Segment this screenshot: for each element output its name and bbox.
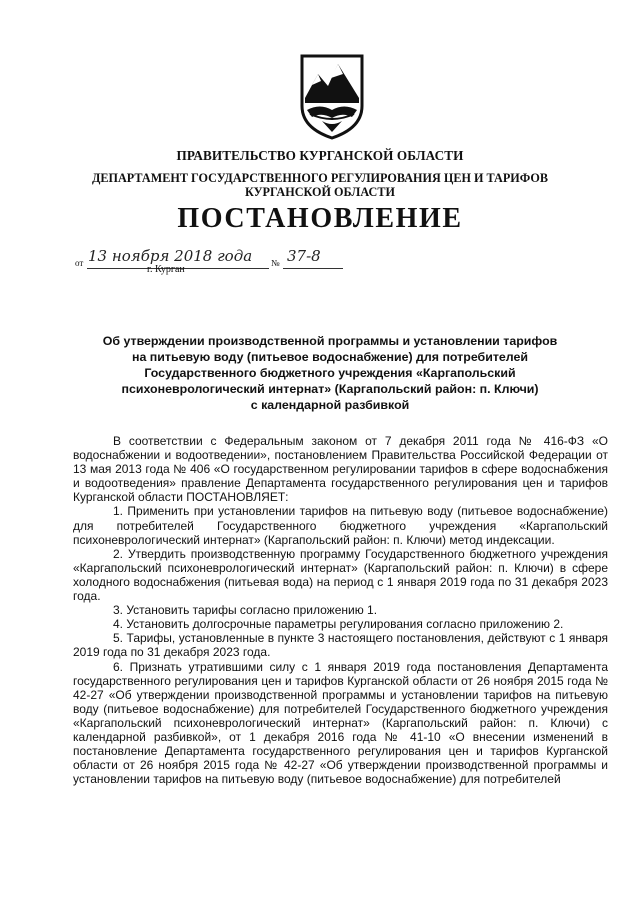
document-subject bbox=[80, 333, 580, 413]
coat-of-arms-emblem bbox=[298, 54, 366, 140]
government-name: ПРАВИТЕЛЬСТВО КУРГАНСКОЙ ОБЛАСТИ bbox=[176, 148, 464, 163]
clause-1: 1. Применить при установлении тарифов на питьевую воду (питьевое водоснабжение) для потребителей Государственного бюджетного учреждения «Каргапольский психоневрологический интернат» (Каргапольский район: п. Ключи) метод индексации. bbox=[73, 504, 608, 547]
number-handwritten: 37-8 bbox=[287, 247, 321, 265]
date-handwritten: 13 ноября 2018 года bbox=[88, 247, 253, 265]
date-from-label: от bbox=[75, 258, 84, 268]
number-underline bbox=[283, 268, 343, 269]
number-label: № bbox=[271, 258, 280, 268]
department-name-line2: КУРГАНСКОЙ ОБЛАСТИ bbox=[245, 185, 395, 199]
subject-line-3: Государственного бюджетного учреждения «Каргапольский bbox=[144, 366, 516, 380]
clause-3: 3. Установить тарифы согласно приложению 1. bbox=[113, 603, 378, 618]
clause-4: 4. Установить долгосрочные параметры регулирования согласно приложению 2. bbox=[113, 617, 564, 632]
clause-6: 6. Признать утратившими силу с 1 января 2019 года постановления Департамента государственного регулирования цен и тарифов Курганской области от 26 ноября 2015 года № 42-27 «Об утверждении производственной программы и установлении тарифов на питьевую воду (питьевое водоснабжение) для потребителей Государственного бюджетного учреждения «Каргапольский психоневрологический интернат» (Каргапольский район: п. Ключи) с календарной разбивкой», от 1 декабря 2016 года № 41-10 «О внесении изменений в постановление Департамента государственного регулирования цен и тарифов Курганской области от 26 ноября 2015 года № 42-27 «Об утверждении производственной программы и установлении тарифов на питьевую воду (питьевое водоснабжение) для потребителей bbox=[73, 659, 608, 787]
document-body bbox=[73, 434, 608, 786]
subject-line-5: с календарной разбивкой bbox=[250, 398, 410, 412]
subject-line-4: психоневрологический интернат» (Каргапольский район: п. Ключи) bbox=[121, 382, 539, 396]
department-name-line1: ДЕПАРТАМЕНТ ГОСУДАРСТВЕННОГО РЕГУЛИРОВАНИЯ ЦЕН И ТАРИФОВ bbox=[92, 171, 548, 185]
department-name bbox=[0, 171, 640, 199]
city-label: г. Курган bbox=[147, 264, 185, 275]
document-type-title: ПОСТАНОВЛЕНИЕ bbox=[177, 203, 463, 234]
clause-2: 2. Утвердить производственную программу Государственного бюджетного учреждения «Каргапольский психоневрологический интернат» (Каргапольский район: п. Ключи) в сфере холодного водоснабжения (питьевая вода) на период с 1 января 2019 года по 31 декабря 2023 года. bbox=[73, 546, 608, 604]
subject-line-2: на питьевую воду (питьевое водоснабжение) для потребителей bbox=[131, 350, 528, 364]
date-number-line bbox=[75, 244, 375, 270]
clause-5: 5. Тарифы, установленные в пункте 3 настоящего постановления, действуют с 1 января 2019 года по 31 декабря 2023 года. bbox=[73, 631, 608, 660]
preamble-paragraph: В соответствии с Федеральным законом от 7 декабря 2011 года № 416-ФЗ «О водоснабжении и водоотведении», постановлением Правительства Российской Федерации от 13 мая 2013 года № 406 «О государственном регулировании тарифов в сфере водоснабжения и водоотведения» правление Департамента государственного регулирования цен и тарифов Курганской области ПОСТАНОВЛЯЕТ: bbox=[73, 434, 608, 505]
subject-line-1: Об утверждении производственной программы и установлении тарифов bbox=[102, 334, 558, 348]
